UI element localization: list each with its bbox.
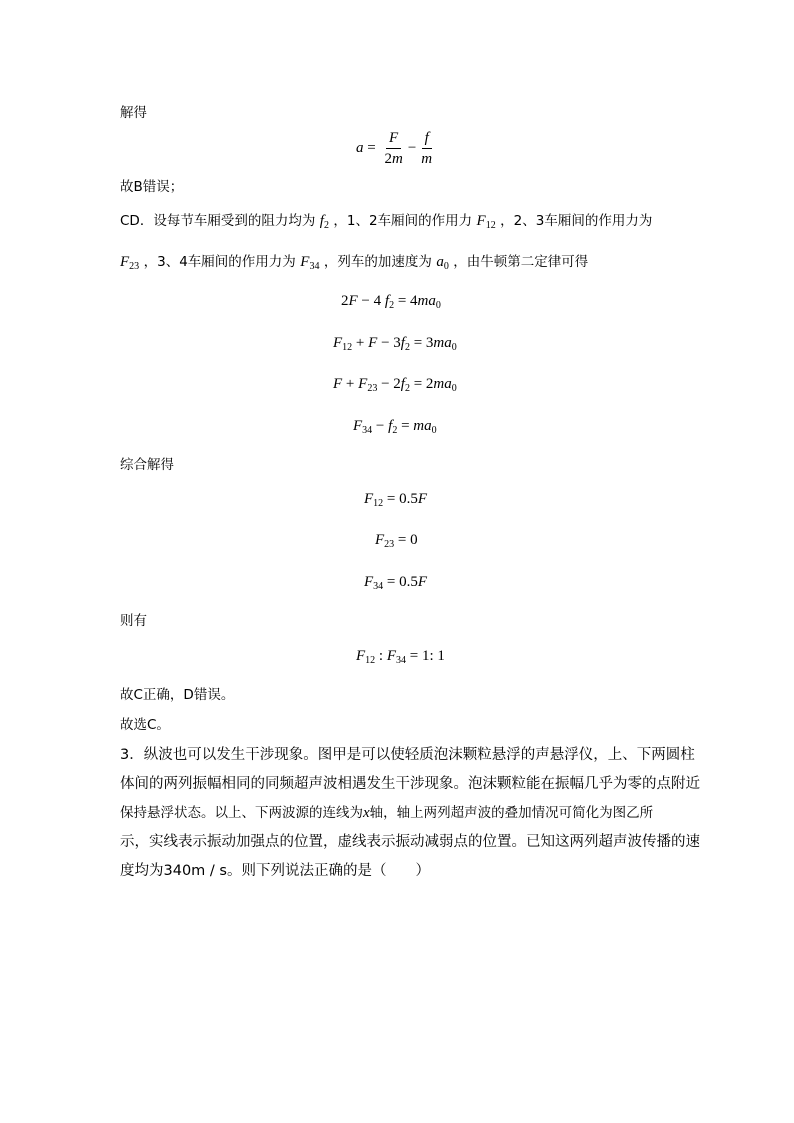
q3-x-symbol: x [363,805,370,821]
text-zonghe: 综合解得 [120,457,174,473]
equation-4: $F_{34} - f_2 = ma_0$ [353,418,437,436]
result-f23: $F_{23} = 0$ [375,532,418,550]
q3-line1: 3．纵波也可以发生干涉现象。图甲是可以使轻质泡沫颗粒悬浮的声悬浮仪，上、下两圆柱 [120,747,695,763]
text-cd-line1 [120,211,652,231]
equation-2: $F_{12} + F - 3f_2 = 3ma_0$ [333,335,457,353]
text-answer: 故选C。 [120,717,170,733]
q3-line3-b: 轴，轴上两列超声波的叠加情况可简化为图乙所 [369,805,654,821]
symbol-f2: $f_2$ [319,213,329,231]
cd-line2-b: ，列车的加速度为 [323,254,432,270]
cd-line1-b: ，1、2车厢间的作用力 [333,213,473,229]
text-conclusion-b: 故B错误； [120,179,184,195]
equation-3: $F + F_{23} - 2f_2 = 2ma_0$ [333,376,457,394]
result-f34: $F_{34} = 0.5F$ [364,574,428,592]
cd-line1-c: ，2、3车厢间的作用力为 [500,213,653,229]
text-cd-line2 [120,252,588,272]
result-f12: $F_{12} = 0.5F$ [364,491,428,509]
q3-line4: 示，实线表示振动加强点的位置，虚线表示振动减弱点的位置。已知这两列超声波传播的速 [120,834,700,850]
symbol-a0: $a_0$ [436,254,449,272]
cd-line2-a: ，3、4车厢间的作用力为 [143,254,296,270]
cd-line2-c: ，由牛顿第二定律可得 [453,254,589,270]
symbol-f23: $F_{23}$ [120,254,140,272]
result-ratio: $F_{12}$ : $F_{34} = 1$: 1 [356,648,445,666]
equation-acceleration: a = $\frac{F}{2m}$ − $\frac{f}{m}$ [356,130,433,167]
q3-line3 [120,799,653,828]
symbol-f34: $F_{34}$ [300,254,320,272]
q3-line3-a: 保持悬浮状态。以上、下两波源的连线为 [120,805,363,821]
q3-line5: 度均为340m / s。则下列说法正确的是（ ） [120,863,430,879]
text-zeyou: 则有 [120,613,147,629]
text-jiede: 解得 [120,105,147,121]
q3-line2: 体间的两列振幅相同的同频超声波相遇发生干涉现象。泡沫颗粒能在振幅几乎为零的点附近 [120,776,700,792]
cd-line1-a: CD．设每节车厢受到的阻力均为 [120,213,316,229]
text-conclusion-cd: 故C正确，D错误。 [120,687,235,703]
symbol-f12: $F_{12}$ [476,213,496,231]
equation-1: 2F − 4 $f_2 = 4ma_0$ [341,293,441,311]
